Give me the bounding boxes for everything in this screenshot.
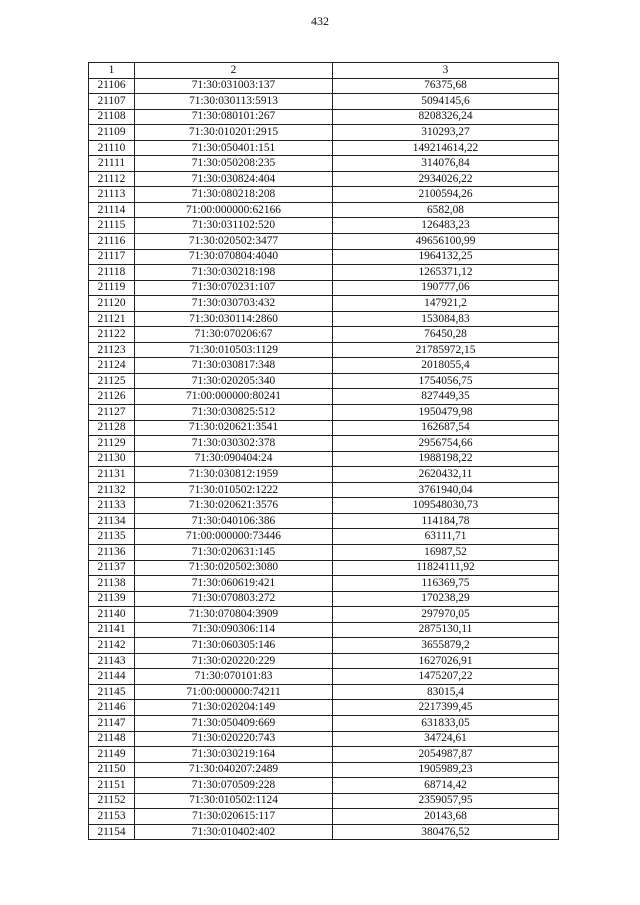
row-number-cell: 21121	[89, 311, 135, 327]
value-cell: 380476,52	[333, 824, 559, 840]
row-number-cell: 21152	[89, 793, 135, 809]
table-row	[89, 420, 559, 436]
cadastral-number-cell: 71:30:040106:386	[135, 513, 333, 529]
value-cell: 76450,28	[333, 327, 559, 343]
table-row	[89, 731, 559, 747]
value-cell: 20143,68	[333, 809, 559, 825]
table-row	[89, 560, 559, 576]
row-number-cell: 21140	[89, 607, 135, 623]
table-row	[89, 358, 559, 374]
row-number-cell: 21151	[89, 778, 135, 794]
page-number: 432	[311, 14, 329, 28]
cadastral-number-cell: 71:30:010502:1222	[135, 482, 333, 498]
value-cell: 1475207,22	[333, 669, 559, 685]
value-cell: 310293,27	[333, 125, 559, 141]
value-cell: 114184,78	[333, 513, 559, 529]
cadastral-number-cell: 71:30:020220:229	[135, 653, 333, 669]
value-cell: 1754056,75	[333, 373, 559, 389]
cadastral-number-cell: 71:30:070206:67	[135, 327, 333, 343]
table-row	[89, 202, 559, 218]
value-cell: 1964132,25	[333, 249, 559, 265]
header-row	[89, 63, 559, 79]
value-cell: 297970,05	[333, 607, 559, 623]
cadastral-number-cell: 71:30:030218:198	[135, 265, 333, 281]
value-cell: 147921,2	[333, 296, 559, 312]
table-row	[89, 125, 559, 141]
row-number-cell: 21132	[89, 482, 135, 498]
value-cell: 83015,4	[333, 684, 559, 700]
table-row	[89, 296, 559, 312]
table-row	[89, 327, 559, 343]
value-cell: 11824111,92	[333, 560, 559, 576]
row-number-cell: 21123	[89, 342, 135, 358]
table-row	[89, 778, 559, 794]
value-cell: 3655879,2	[333, 638, 559, 654]
row-number-cell: 21133	[89, 498, 135, 514]
value-cell: 827449,35	[333, 389, 559, 405]
table-row	[89, 94, 559, 110]
table-row	[89, 156, 559, 172]
row-number-cell: 21134	[89, 513, 135, 529]
value-cell: 8208326,24	[333, 109, 559, 125]
table-row	[89, 389, 559, 405]
table-row	[89, 544, 559, 560]
cadastral-number-cell: 71:30:010402:402	[135, 824, 333, 840]
cadastral-number-cell: 71:30:070803:272	[135, 591, 333, 607]
row-number-cell: 21122	[89, 327, 135, 343]
cadastral-number-cell: 71:30:080218:208	[135, 187, 333, 203]
cadastral-number-cell: 71:30:010201:2915	[135, 125, 333, 141]
value-cell: 162687,54	[333, 420, 559, 436]
value-cell: 2359057,95	[333, 793, 559, 809]
table-row	[89, 622, 559, 638]
row-number-cell: 21118	[89, 265, 135, 281]
table-row	[89, 342, 559, 358]
value-cell: 2217399,45	[333, 700, 559, 716]
cadastral-number-cell: 71:30:050409:669	[135, 715, 333, 731]
value-cell: 2956754,66	[333, 436, 559, 452]
value-cell: 2934026,22	[333, 171, 559, 187]
cadastral-number-cell: 71:30:090306:114	[135, 622, 333, 638]
value-cell: 16987,52	[333, 544, 559, 560]
value-cell: 5094145,6	[333, 94, 559, 110]
cadastral-number-cell: 71:30:040207:2489	[135, 762, 333, 778]
row-number-cell: 21139	[89, 591, 135, 607]
cadastral-number-cell: 71:00:000000:74211	[135, 684, 333, 700]
row-number-cell: 21135	[89, 529, 135, 545]
row-number-cell: 21147	[89, 715, 135, 731]
row-number-cell: 21128	[89, 420, 135, 436]
table-row	[89, 576, 559, 592]
column-header-1: 1	[89, 63, 135, 79]
row-number-cell: 21108	[89, 109, 135, 125]
row-number-cell: 21125	[89, 373, 135, 389]
row-number-cell: 21129	[89, 436, 135, 452]
value-cell: 126483,23	[333, 218, 559, 234]
value-cell: 21785972,15	[333, 342, 559, 358]
cadastral-number-cell: 71:30:030824:404	[135, 171, 333, 187]
row-number-cell: 21153	[89, 809, 135, 825]
value-cell: 116369,75	[333, 576, 559, 592]
row-number-cell: 21127	[89, 405, 135, 421]
value-cell: 68714,42	[333, 778, 559, 794]
row-number-cell: 21120	[89, 296, 135, 312]
table-row	[89, 280, 559, 296]
table-row	[89, 669, 559, 685]
table-row	[89, 653, 559, 669]
table-row	[89, 498, 559, 514]
cadastral-number-cell: 71:30:010502:1124	[135, 793, 333, 809]
value-cell: 109548030,73	[333, 498, 559, 514]
row-number-cell: 21114	[89, 202, 135, 218]
table-row	[89, 747, 559, 763]
row-number-cell: 21131	[89, 467, 135, 483]
row-number-cell: 21144	[89, 669, 135, 685]
value-cell: 63111,71	[333, 529, 559, 545]
cadastral-number-cell: 71:30:020220:743	[135, 731, 333, 747]
value-cell: 170238,29	[333, 591, 559, 607]
cadastral-number-cell: 71:30:050208:235	[135, 156, 333, 172]
value-cell: 1905989,23	[333, 762, 559, 778]
table-row	[89, 638, 559, 654]
cadastral-number-cell: 71:00:000000:80241	[135, 389, 333, 405]
value-cell: 76375,68	[333, 78, 559, 94]
row-number-cell: 21141	[89, 622, 135, 638]
table-row	[89, 513, 559, 529]
row-number-cell: 21113	[89, 187, 135, 203]
row-number-cell: 21117	[89, 249, 135, 265]
cadastral-number-cell: 71:30:030703:432	[135, 296, 333, 312]
table-row	[89, 467, 559, 483]
value-cell: 2100594,26	[333, 187, 559, 203]
cadastral-number-cell: 71:30:070509:228	[135, 778, 333, 794]
row-number-cell: 21130	[89, 451, 135, 467]
cadastral-number-cell: 71:30:030812:1959	[135, 467, 333, 483]
row-number-cell: 21109	[89, 125, 135, 141]
row-number-cell: 21124	[89, 358, 135, 374]
table-row	[89, 809, 559, 825]
value-cell: 314076,84	[333, 156, 559, 172]
table-row	[89, 249, 559, 265]
value-cell: 2620432,11	[333, 467, 559, 483]
cadastral-number-cell: 71:30:031102:520	[135, 218, 333, 234]
table-row	[89, 140, 559, 156]
value-cell: 2054987,87	[333, 747, 559, 763]
cadastral-number-cell: 71:30:020502:3477	[135, 234, 333, 250]
cadastral-number-cell: 71:30:020615:117	[135, 809, 333, 825]
cadastral-number-cell: 71:30:030113:5913	[135, 94, 333, 110]
row-number-cell: 21119	[89, 280, 135, 296]
table-row	[89, 762, 559, 778]
row-number-cell: 21136	[89, 544, 135, 560]
row-number-cell: 21107	[89, 94, 135, 110]
table-row	[89, 824, 559, 840]
cadastral-number-cell: 71:30:020502:3080	[135, 560, 333, 576]
value-cell: 190777,06	[333, 280, 559, 296]
table-row	[89, 436, 559, 452]
table-row	[89, 591, 559, 607]
table-row	[89, 715, 559, 731]
table-row	[89, 265, 559, 281]
cadastral-number-cell: 71:30:020631:145	[135, 544, 333, 560]
row-number-cell: 21111	[89, 156, 135, 172]
table-row	[89, 482, 559, 498]
cadastral-number-cell: 71:30:030219:164	[135, 747, 333, 763]
table-row	[89, 373, 559, 389]
cadastral-number-cell: 71:30:080101:267	[135, 109, 333, 125]
value-cell: 6582,08	[333, 202, 559, 218]
cadastral-number-cell: 71:30:020621:3541	[135, 420, 333, 436]
table-row	[89, 529, 559, 545]
cadastral-number-cell: 71:30:070231:107	[135, 280, 333, 296]
registry-table	[88, 62, 559, 840]
table-row	[89, 109, 559, 125]
value-cell: 149214614,22	[333, 140, 559, 156]
value-cell: 2018055,4	[333, 358, 559, 374]
value-cell: 49656100,99	[333, 234, 559, 250]
cadastral-number-cell: 71:30:070101:83	[135, 669, 333, 685]
row-number-cell: 21116	[89, 234, 135, 250]
cadastral-number-cell: 71:30:070804:3909	[135, 607, 333, 623]
cadastral-number-cell: 71:30:090404:24	[135, 451, 333, 467]
table-row	[89, 684, 559, 700]
table-row	[89, 234, 559, 250]
cadastral-number-cell: 71:30:010503:1129	[135, 342, 333, 358]
row-number-cell: 21145	[89, 684, 135, 700]
value-cell: 3761940,04	[333, 482, 559, 498]
table-row	[89, 311, 559, 327]
table-row	[89, 793, 559, 809]
value-cell: 2875130,11	[333, 622, 559, 638]
cadastral-number-cell: 71:30:060619:421	[135, 576, 333, 592]
value-cell: 153084,83	[333, 311, 559, 327]
cadastral-number-cell: 71:30:050401:151	[135, 140, 333, 156]
row-number-cell: 21142	[89, 638, 135, 654]
table-body	[89, 78, 559, 840]
row-number-cell: 21150	[89, 762, 135, 778]
value-cell: 1265371,12	[333, 265, 559, 281]
cadastral-number-cell: 71:30:030825:512	[135, 405, 333, 421]
table-row	[89, 218, 559, 234]
column-header-3: 3	[333, 63, 559, 79]
cadastral-number-cell: 71:00:000000:62166	[135, 202, 333, 218]
row-number-cell: 21115	[89, 218, 135, 234]
row-number-cell: 21137	[89, 560, 135, 576]
cadastral-number-cell: 71:30:060305:146	[135, 638, 333, 654]
cadastral-number-cell: 71:30:031003:137	[135, 78, 333, 94]
row-number-cell: 21149	[89, 747, 135, 763]
column-header-2: 2	[135, 63, 333, 79]
row-number-cell: 21138	[89, 576, 135, 592]
cadastral-number-cell: 71:30:030302:378	[135, 436, 333, 452]
row-number-cell: 21106	[89, 78, 135, 94]
row-number-cell: 21110	[89, 140, 135, 156]
cadastral-number-cell: 71:30:020621:3576	[135, 498, 333, 514]
table-row	[89, 405, 559, 421]
row-number-cell: 21146	[89, 700, 135, 716]
row-number-cell: 21148	[89, 731, 135, 747]
value-cell: 1950479,98	[333, 405, 559, 421]
table-row	[89, 451, 559, 467]
table-row	[89, 78, 559, 94]
row-number-cell: 21154	[89, 824, 135, 840]
cadastral-number-cell: 71:30:020204:149	[135, 700, 333, 716]
value-cell: 1627026,91	[333, 653, 559, 669]
cadastral-number-cell: 71:30:070804:4040	[135, 249, 333, 265]
value-cell: 34724,61	[333, 731, 559, 747]
row-number-cell: 21126	[89, 389, 135, 405]
table-row	[89, 700, 559, 716]
cadastral-number-cell: 71:00:000000:73446	[135, 529, 333, 545]
row-number-cell: 21112	[89, 171, 135, 187]
table-row	[89, 607, 559, 623]
cadastral-number-cell: 71:30:030817:348	[135, 358, 333, 374]
cadastral-number-cell: 71:30:020205:340	[135, 373, 333, 389]
row-number-cell: 21143	[89, 653, 135, 669]
cadastral-number-cell: 71:30:030114:2860	[135, 311, 333, 327]
table-row	[89, 171, 559, 187]
value-cell: 1988198,22	[333, 451, 559, 467]
table-row	[89, 187, 559, 203]
value-cell: 631833,05	[333, 715, 559, 731]
